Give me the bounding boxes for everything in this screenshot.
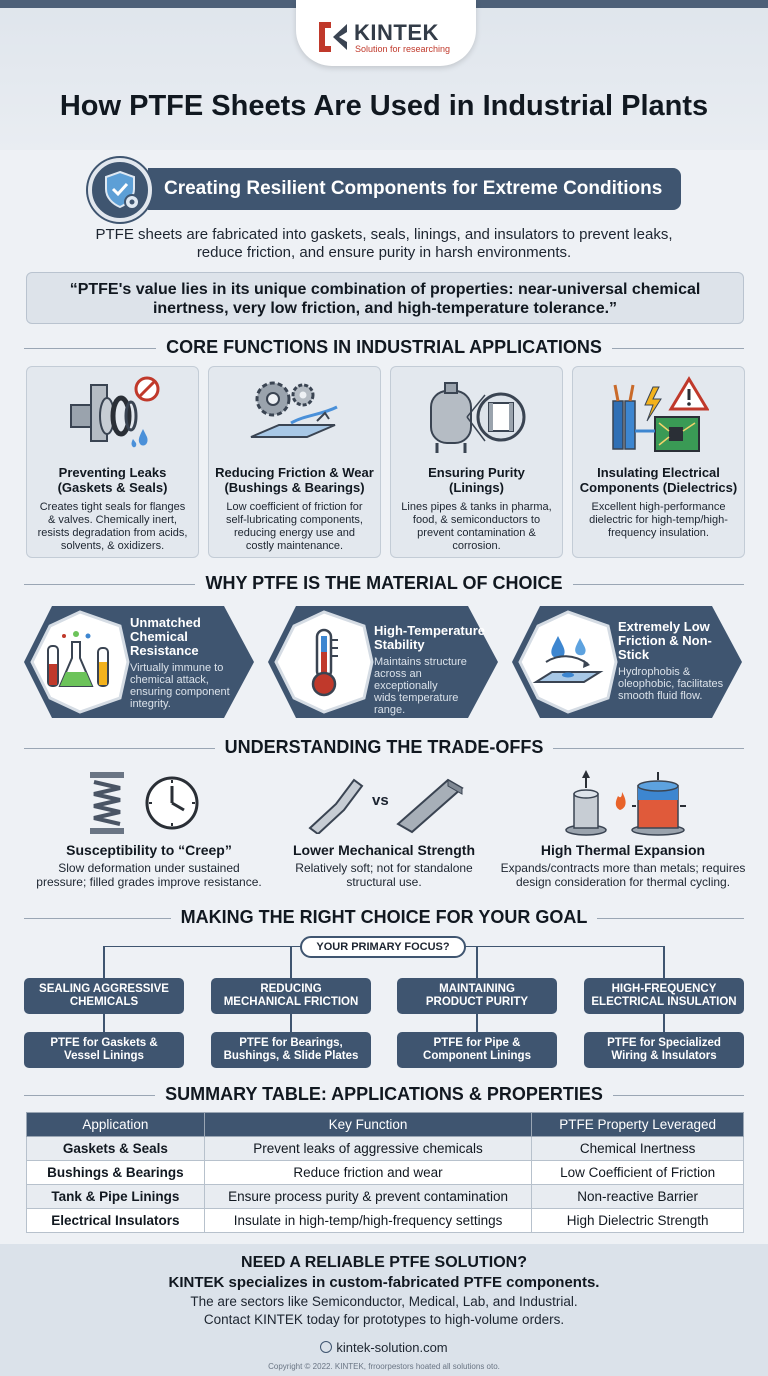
card-title-line-2: (Gaskets & Seals) [57, 480, 168, 495]
tradeoff-title: Lower Mechanical Strength [292, 842, 476, 858]
section-trade-offs [24, 737, 744, 759]
why-chemical-resistance [24, 606, 254, 718]
why-desc-line: Maintains structure [374, 656, 467, 668]
tank-lining-icon [427, 375, 527, 457]
intro-line-1: PTFE sheets are fabricated into gaskets, seals, linings, and insulators to prevent leaks, [95, 226, 673, 243]
table-row [27, 1185, 744, 1209]
section-title: CORE FUNCTIONS IN INDUSTRIAL APPLICATIONS [156, 337, 612, 357]
table-header: Key Function [204, 1113, 532, 1137]
thermal-cylinders-icon [562, 770, 692, 836]
card-ensuring-purity [390, 366, 563, 558]
card-reducing-friction [208, 366, 381, 558]
result-line: Wiring & Insulators [611, 1050, 717, 1062]
section-why-ptfe [24, 573, 744, 595]
card-desc-line: corrosion. [452, 540, 501, 552]
gears-slide-icon [245, 375, 345, 457]
result-linings [397, 1032, 557, 1068]
primary-focus-pill: YOUR PRIMARY FOCUS? [300, 936, 466, 958]
goal-purity [397, 978, 557, 1014]
table-cell: Bushings & Bearings [27, 1161, 205, 1185]
table-header: Application [27, 1113, 205, 1137]
why-desc-line: Hydrophobis & [618, 666, 691, 678]
card-desc-line: Low coefficient of friction for [226, 501, 363, 513]
section-title: UNDERSTANDING THE TRADE-OFFS [215, 737, 554, 757]
table-cell: Electrical Insulators [27, 1209, 205, 1233]
why-title-line: Extremely Low [618, 619, 710, 634]
copyright-text: Copyright © 2022. KINTEK, frroorpestors hoated all solutions oto. [268, 1362, 500, 1371]
why-desc-line: ensuring component [130, 686, 230, 698]
why-desc-line: oleophobic, facilitates [618, 678, 724, 690]
why-desc-line: range. [374, 704, 406, 716]
result-line: Bushings, & Slide Plates [223, 1050, 359, 1062]
quote-line-2: inertness, very low friction, and high-temperature tolerance.” [152, 300, 618, 317]
card-desc-line: frequency insulation. [608, 527, 709, 539]
goal-line: ELECTRICAL INSULATION [591, 996, 737, 1008]
card-desc-line: food, & semiconductors to [412, 514, 541, 526]
card-desc-line: solvents, & oxidizers. [60, 540, 165, 552]
why-title-line: Unmatched [130, 615, 201, 630]
table-cell: Chemical Inertness [532, 1137, 744, 1161]
why-desc-line: integrity. [130, 698, 171, 710]
cta-bold-line: KINTEK specializes in custom-fabricated PTFE components. [168, 1274, 600, 1291]
water-drops-icon [530, 624, 606, 700]
goal-line: MAINTAINING [439, 983, 515, 995]
why-title-line: Friction & Non- [618, 633, 712, 648]
result-line: Component Linings [423, 1050, 531, 1062]
cta-heading: NEED A RELIABLE PTFE SOLUTION? [241, 1254, 527, 1271]
wires-circuit-icon [609, 375, 709, 457]
tradeoff-desc-line: pressure; filled grades improve resistance. [36, 875, 262, 889]
section-title: SUMMARY TABLE: APPLICATIONS & PROPERTIES [155, 1084, 613, 1104]
result-gaskets [24, 1032, 184, 1068]
quote-box [26, 272, 744, 324]
tradeoff-desc-line: Slow deformation under sustained [58, 861, 240, 875]
goal-line: PRODUCT PURITY [425, 996, 529, 1008]
why-low-friction [512, 606, 742, 718]
why-title-line: Resistance [130, 643, 199, 658]
result-wiring [584, 1032, 744, 1068]
why-desc-line: across an exceptionally [374, 668, 438, 692]
shield-check-icon [92, 162, 148, 218]
spring-clock-icon [84, 770, 204, 836]
table-cell: Prevent leaks of aggressive chemicals [204, 1137, 532, 1161]
card-desc-line: dielectric for high-temp/high- [589, 514, 728, 526]
card-title-line-1: Reducing Friction & Wear [215, 465, 374, 480]
card-desc-line: resists degradation from acids, [37, 527, 188, 539]
why-desc-line: wids temperature [374, 692, 459, 704]
result-bearings [211, 1032, 371, 1068]
tradeoff-title: Susceptibility to “Creep” [66, 842, 232, 858]
card-title-line-2: (Linings) [449, 480, 504, 495]
card-preventing-leaks [26, 366, 199, 558]
tradeoff-desc-line: Expands/contracts more than metals; requires [500, 861, 746, 875]
card-desc-line: reducing energy use and [233, 527, 356, 539]
result-line: Vessel Linings [64, 1050, 144, 1062]
goal-line: CHEMICALS [69, 996, 139, 1008]
table-cell: Reduce friction and wear [204, 1161, 532, 1185]
tradeoff-title: High Thermal Expansion [540, 842, 706, 858]
intro-text [60, 226, 708, 262]
thermometer-icon [286, 624, 362, 700]
section-title: WHY PTFE IS THE MATERIAL OF CHOICE [195, 573, 572, 593]
brand-tagline: Solution for researching [355, 44, 451, 54]
tradeoff-desc-line: design consideration for thermal cycling. [515, 875, 731, 889]
card-desc-line: prevent contamination & [417, 527, 536, 539]
table-row [27, 1137, 744, 1161]
card-title-line-1: Insulating Electrical [597, 465, 720, 480]
goal-friction [211, 978, 371, 1014]
why-desc-line: chemical attack, [130, 674, 209, 686]
globe-icon [320, 1341, 332, 1353]
table-cell: Insulate in high-temp/high-frequency settings [204, 1209, 532, 1233]
card-title-line-2: Components (Dielectrics) [579, 480, 738, 495]
table-cell: Ensure process purity & prevent contamination [204, 1185, 532, 1209]
why-desc-line: smooth fluid flow. [618, 690, 703, 702]
goal-line: REDUCING [260, 983, 322, 995]
table-header-row [27, 1113, 744, 1137]
goal-line: HIGH-FREQUENCY [611, 983, 717, 995]
summary-table [26, 1112, 744, 1233]
card-title-line-2: (Bushings & Bearings) [224, 480, 365, 495]
table-cell: Low Coefficient of Friction [532, 1161, 744, 1185]
why-high-temperature [268, 606, 498, 718]
card-desc-line: Creates tight seals for flanges [39, 501, 186, 513]
website-link[interactable] [0, 1340, 768, 1355]
kintek-logo-icon [319, 22, 349, 52]
why-desc-line: Virtually immune to [130, 662, 224, 674]
goal-sealing [24, 978, 184, 1014]
card-desc-line: self-lubricating components, [226, 514, 363, 526]
section-summary-table [24, 1084, 744, 1106]
card-desc-line: costly maintenance. [245, 540, 344, 552]
why-title-line: Stick [618, 647, 650, 662]
why-title-line: Stability [374, 637, 425, 652]
result-line: PTFE for Pipe & [433, 1037, 521, 1049]
page-title: How PTFE Sheets Are Used in Industrial Plants [59, 90, 709, 122]
table-header: PTFE Property Leveraged [532, 1113, 744, 1137]
brand-logo[interactable] [296, 0, 476, 66]
card-desc-line: Excellent high-performance [591, 501, 726, 513]
card-title-line-1: Preventing Leaks [58, 465, 167, 480]
quote-line-1: “PTFE's value lies in its unique combination of properties: near-universal chemical [69, 281, 701, 298]
why-title-line: Chemical [130, 629, 188, 644]
section-core-functions [24, 337, 744, 359]
section-right-choice [24, 907, 744, 929]
intro-line-2: reduce friction, and ensure purity in harsh environments. [196, 244, 572, 261]
goal-line: MECHANICAL FRICTION [223, 996, 359, 1008]
card-desc-line: & valves. Chemically inert, [48, 514, 177, 526]
subtitle-banner [148, 168, 681, 210]
brand-name: KINTEK [354, 20, 439, 45]
website-text: kintek-solution.com [336, 1340, 448, 1355]
subtitle-text: Creating Resilient Components for Extreme Conditions [164, 178, 663, 199]
tradeoff-desc-line: Relatively soft; not for standalone [295, 861, 473, 875]
goal-insulation [584, 978, 744, 1014]
table-cell: Non-reactive Barrier [532, 1185, 744, 1209]
section-title: MAKING THE RIGHT CHOICE FOR YOUR GOAL [171, 907, 598, 927]
flasks-icon [42, 624, 118, 700]
table-row [27, 1161, 744, 1185]
pipe-gasket-icon [63, 375, 163, 457]
result-line: PTFE for Bearings, [239, 1037, 343, 1049]
card-insulating-electrical [572, 366, 745, 558]
cta-line-2: Contact KINTEK today for prototypes to high-volume orders. [203, 1312, 565, 1327]
goal-line: SEALING AGGRESSIVE [39, 983, 169, 995]
why-title-line: High-Temperature [374, 623, 485, 638]
cta-line-1: The are sectors like Semiconductor, Medical, Lab, and Industrial. [190, 1294, 578, 1309]
footer-cta [0, 1244, 768, 1376]
versus-label: vs [372, 792, 389, 809]
shield-gear-badge [88, 158, 152, 222]
table-cell: Gaskets & Seals [27, 1137, 205, 1161]
table-cell: Tank & Pipe Linings [27, 1185, 205, 1209]
card-desc-line: Lines pipes & tanks in pharma, [401, 501, 552, 513]
result-line: PTFE for Gaskets & [50, 1037, 158, 1049]
result-line: PTFE for Specialized [607, 1037, 721, 1049]
table-row [27, 1209, 744, 1233]
tradeoff-desc-line: structural use. [346, 875, 422, 889]
card-title-line-1: Ensuring Purity [428, 465, 525, 480]
table-cell: High Dielectric Strength [532, 1209, 744, 1233]
